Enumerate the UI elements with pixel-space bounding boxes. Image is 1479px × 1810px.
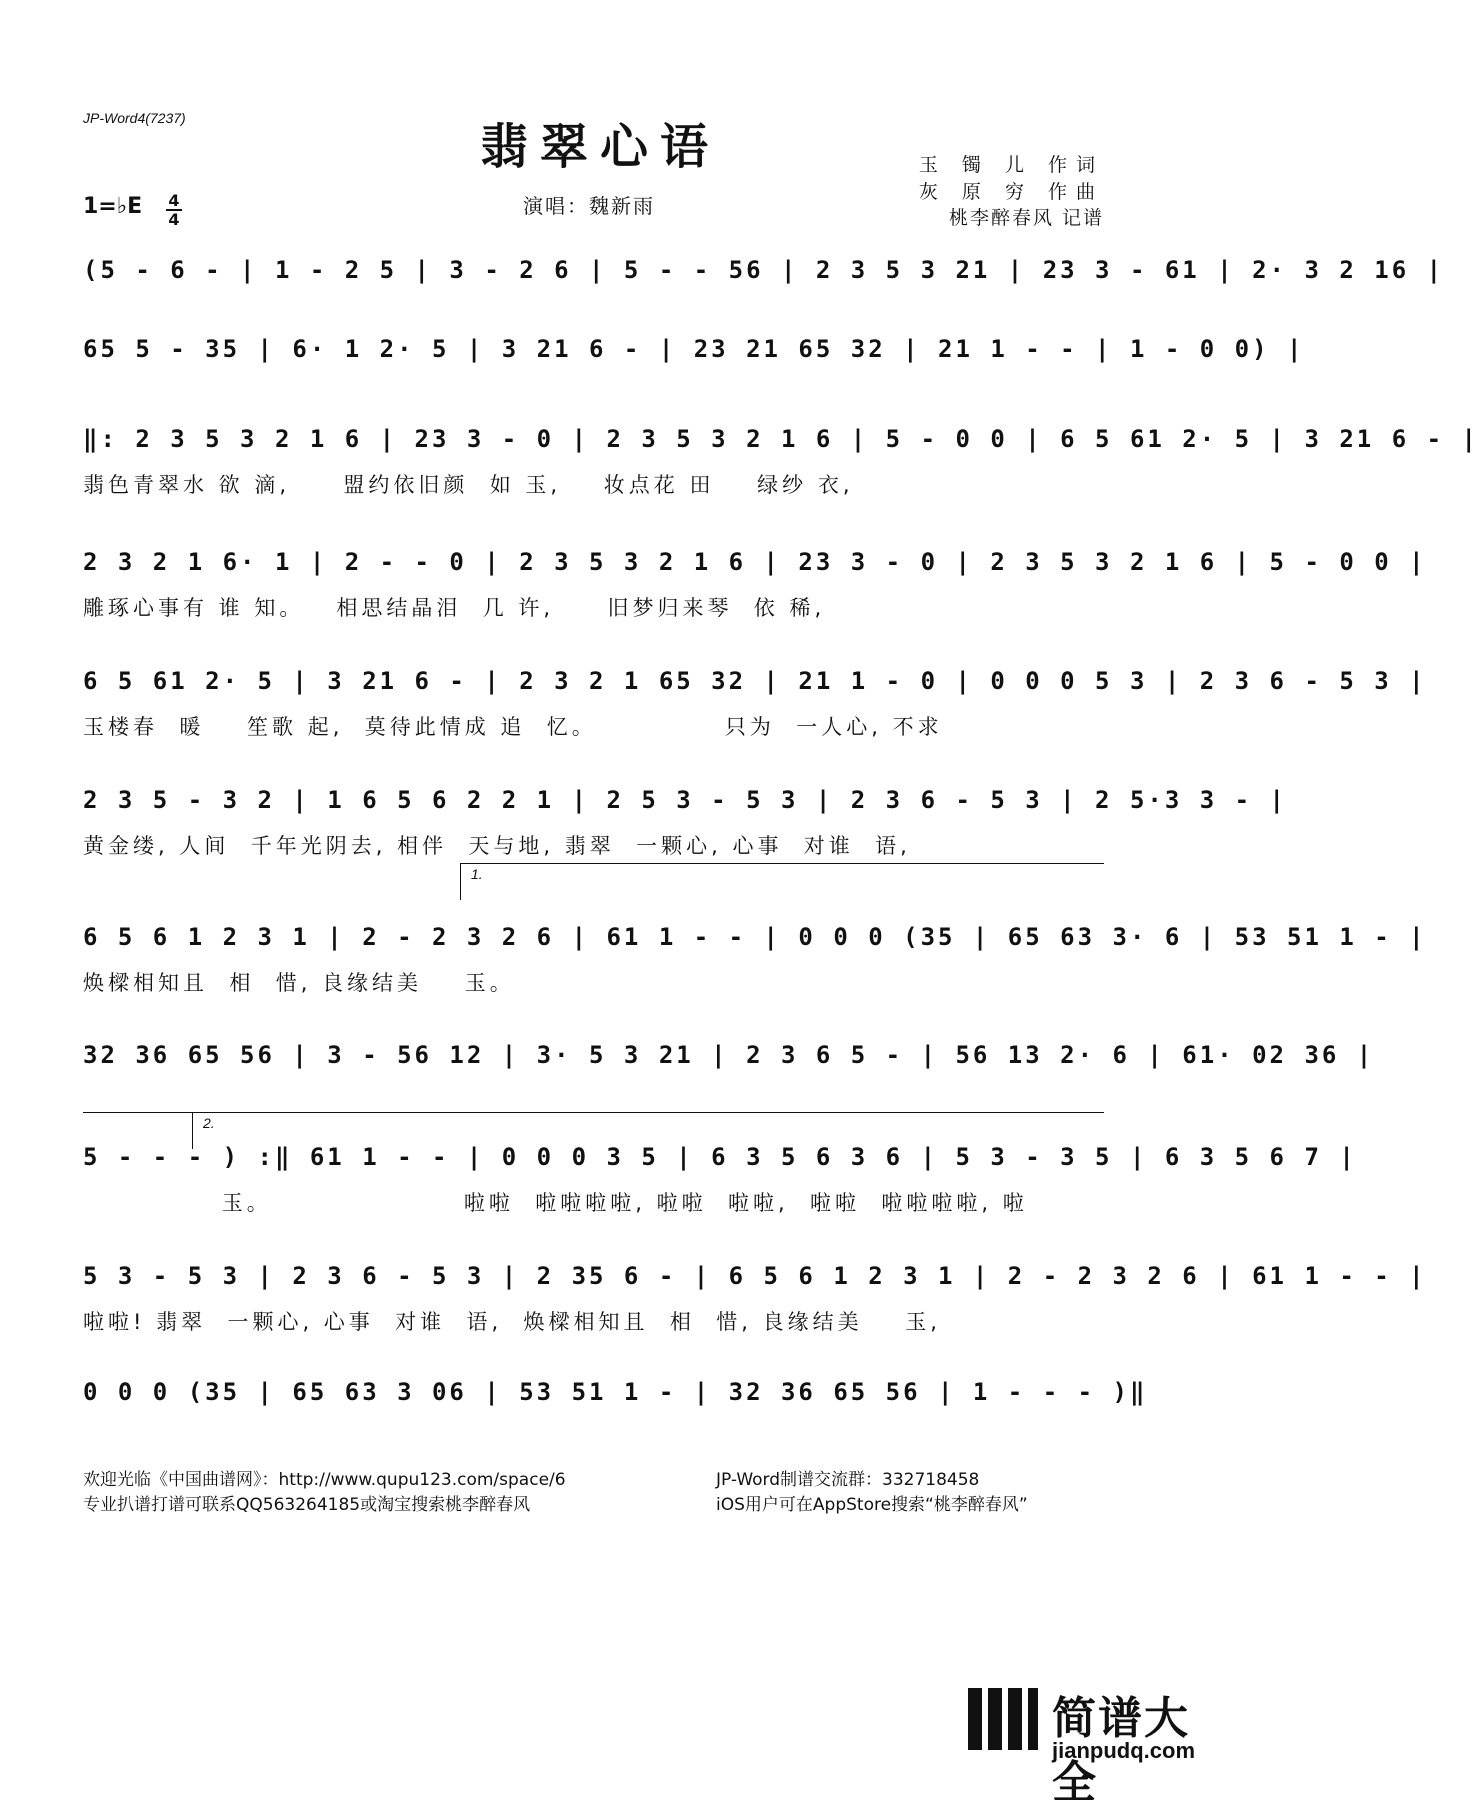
score-row — [83, 425, 1479, 505]
lyric-line: 啦啦! 翡翠 一颗心, 心事 对谁 语, 焕樑相知且 相 惜, 良缘结美 玉, — [83, 1310, 941, 1334]
lyric-line: 翡色青翠水 欲 滴, 盟约依旧颜 如 玉, 妆点花 田 绿纱 衣, — [83, 473, 854, 497]
second-ending-number: 2. — [203, 1115, 215, 1131]
footer-ios: iOS用户可在AppStore搜索“桃李醉春风” — [716, 1495, 1028, 1515]
score-row — [83, 667, 1427, 747]
lyric-line: 玉。 啦啦 啦啦啦啦, 啦啦 啦啦, 啦啦 啦啦啦啦, 啦 — [83, 1191, 1028, 1215]
notation-line: 6 5 6 1 2 3 1 | 2 - 2 3 2 6 | 61 1 - - | 0 0 0 (35 | 65 63 3· 6 | 53 51 1 - | — [83, 923, 1427, 951]
score-row — [83, 1041, 1375, 1121]
software-label: JP-Word4(7237) — [83, 110, 186, 126]
notation-line: 2 3 2 1 6· 1 | 2 - - 0 | 2 3 5 3 2 1 6 | 23 3 - 0 | 2 3 5 3 2 1 6 | 5 - 0 0 | — [83, 548, 1427, 576]
footer-contact: 专业扒谱打谱可联系QQ563264185或淘宝搜索桃李醉春风 — [83, 1495, 531, 1515]
logo-url: jianpudq.com — [1052, 1738, 1195, 1763]
score-row — [83, 335, 1305, 415]
composer-credit: 灰 原 穷 作曲 — [918, 181, 1104, 203]
notation-line: 5 3 - 5 3 | 2 3 6 - 5 3 | 2 35 6 - | 6 5 6 1 2 3 1 | 2 - 2 3 2 6 | 61 1 - - | — [83, 1262, 1427, 1290]
transcriber-credit: 桃李醉春风 记谱 — [948, 207, 1104, 229]
notation-line: ‖: 2 3 5 3 2 1 6 | 23 3 - 0 | 2 3 5 3 2 1 6 | 5 - 0 0 | 6 5 61 2· 5 | 3 21 6 - | — [83, 425, 1479, 453]
key-signature: 1=♭E — [83, 194, 143, 219]
score-row — [83, 1262, 1427, 1342]
piano-keys-icon — [968, 1688, 1044, 1750]
time-numerator: 4 — [168, 191, 180, 210]
song-title: 翡翠心语 — [479, 119, 720, 175]
footer-site-link[interactable]: 欢迎光临《中国曲谱网》：http://www.qupu123.com/space/6 — [83, 1470, 566, 1490]
lyric-line: 雕琢心事有 谁 知。 相思结晶泪 几 许, 旧梦归来琴 依 稀, — [83, 596, 826, 620]
lyric-line: 焕樑相知且 相 惜, 良缘结美 玉。 — [83, 971, 515, 995]
first-ending-number: 1. — [471, 866, 483, 882]
score-row — [83, 256, 1445, 336]
lyric-line: 黄金缕, 人间 千年光阴去, 相伴 天与地, 翡翠 一颗心, 心事 对谁 语, — [83, 834, 911, 858]
logo-wordmark: 简谱大全 — [1052, 1693, 1190, 1808]
score-row — [83, 548, 1427, 628]
notation-line: 65 5 - 35 | 6· 1 2· 5 | 3 21 6 - | 23 21 65 32 | 21 1 - - | 1 - 0 0) | — [83, 335, 1305, 363]
score-row — [83, 923, 1427, 1003]
notation-line: 32 36 65 56 | 3 - 56 12 | 3· 5 3 21 | 2 3 6 5 - | 56 13 2· 6 | 61· 02 36 | — [83, 1041, 1375, 1069]
singer: 演唱：魏新雨 — [523, 194, 655, 218]
time-denominator: 4 — [166, 209, 182, 228]
lyric-line: 玉楼春 暖 笙歌 起, 莫待此情成 追 忆。 只为 一人心, 不求 — [83, 715, 943, 739]
score-row — [83, 1143, 1357, 1223]
time-signature — [166, 192, 182, 228]
score-row — [83, 786, 1287, 866]
score-row — [83, 1378, 1148, 1458]
site-logo[interactable] — [968, 1680, 1200, 1808]
notation-line: 6 5 61 2· 5 | 3 21 6 - | 2 3 2 1 65 32 | 21 1 - 0 | 0 0 0 5 3 | 2 3 6 - 5 3 | — [83, 667, 1427, 695]
footer-group: JP-Word制谱交流群：332718458 — [716, 1470, 980, 1490]
first-ending-bracket — [460, 863, 1104, 900]
lyricist-credit: 玉 镯 儿 作词 — [918, 154, 1104, 176]
notation-line: (5 - 6 - | 1 - 2 5 | 3 - 2 6 | 5 - - 56 | 2 3 5 3 21 | 23 3 - 61 | 2· 3 2 16 | — [83, 256, 1445, 284]
notation-line: 0 0 0 (35 | 65 63 3 06 | 53 51 1 - | 32 36 65 56 | 1 - - - )‖ — [83, 1378, 1148, 1406]
notation-line: 5 - - - ) :‖ 61 1 - - | 0 0 0 3 5 | 6 3 5 6 3 6 | 5 3 - 3 5 | 6 3 5 6 7 | — [83, 1143, 1357, 1171]
notation-line: 2 3 5 - 3 2 | 1 6 5 6 2 2 1 | 2 5 3 - 5 3 | 2 3 6 - 5 3 | 2 5·3 3 - | — [83, 786, 1287, 814]
